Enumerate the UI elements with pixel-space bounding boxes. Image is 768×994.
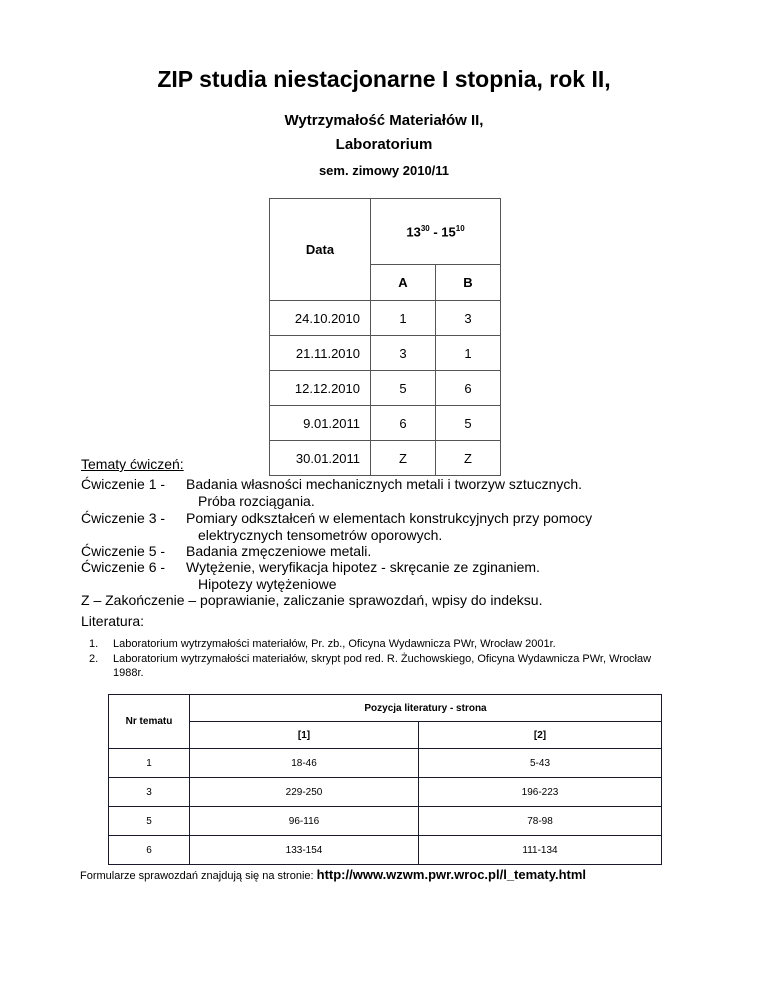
final-note: Z – Zakończenie – poprawianie, zaliczanie sprawozdań, wpisy do indeksu. — [81, 592, 543, 608]
col-topic-header: Nr tematu — [109, 695, 190, 749]
literature-heading: Literatura: — [81, 613, 145, 629]
exercise-1-label: Ćwiczenie 1 - — [81, 476, 166, 492]
semester-label: sem. zimowy 2010/11 — [318, 163, 450, 178]
reference-item: 2. Laboratorium wytrzymałości materiałów, skrypt pod red. R. Żuchowskiego, Oficyna Wydawnicza PWr, Wrocław 1988r. — [89, 653, 652, 679]
forms-url-link[interactable]: http://www.wzwm.pwr.wroc.pl/l_tematy.html — [316, 867, 587, 882]
subject-title: Wytrzymałość Materiałów II, — [284, 112, 484, 129]
lab-title: Laboratorium — [335, 136, 433, 153]
table-row: 1 18-46 5-43 — [109, 749, 662, 778]
exercise-1-line2: Próba rozciągania. — [198, 493, 315, 509]
table-row: 30.01.2011 Z Z — [270, 441, 501, 476]
page-title: ZIP studia niestacjonarne I stopnia, rok II, — [157, 66, 611, 92]
exercise-3-label: Ćwiczenie 3 - — [81, 510, 166, 526]
exercise-6-label: Ćwiczenie 6 - — [81, 559, 166, 575]
table-row: 3 229-250 196-223 — [109, 778, 662, 807]
exercise-6-line1: Wytężenie, weryfikacja hipotez - skręcanie ze zginaniem. — [186, 559, 540, 575]
reference-item: 1. Laboratorium wytrzymałości materiałów, Pr. zb., Oficyna Wydawnicza PWr, Wrocław 2001r. — [89, 638, 556, 650]
exercise-1-line1: Badania własności mechanicznych metali i tworzyw sztucznych. — [186, 476, 583, 492]
table-row: 5 96-116 78-98 — [109, 807, 662, 836]
group-a-header: A — [371, 265, 436, 301]
table-row: 21.11.2010 3 1 — [270, 336, 501, 371]
col1-header: [1] — [190, 722, 419, 749]
forms-text: Formularze sprawozdań znajdują się na stronie: — [80, 870, 317, 882]
exercise-5-line1: Badania zmęczeniowe metali. — [186, 543, 372, 559]
table-row: 6 133-154 111-134 — [109, 836, 662, 865]
date-header: Data — [270, 199, 371, 301]
exercise-6-line2: Hipotezy wytężeniowe — [198, 576, 337, 592]
exercise-3-line1: Pomiary odkształceń w elementach konstrukcyjnych przy pomocy — [186, 510, 593, 526]
exercise-3-line2: elektrycznych tensometrów oporowych. — [198, 527, 443, 543]
col2-header: [2] — [419, 722, 662, 749]
col-group-header: Pozycja literatury - strona — [190, 695, 662, 722]
table-row: 9.01.2011 6 5 — [270, 406, 501, 441]
topics-heading: Tematy ćwiczeń: — [81, 456, 184, 472]
time-header: $13^{30} - 15^{10}$ — [371, 199, 501, 265]
table-row: 24.10.2010 1 3 — [270, 301, 501, 336]
literature-table — [108, 694, 662, 865]
schedule-table — [269, 198, 501, 476]
group-b-header: B — [436, 265, 501, 301]
exercise-5-label: Ćwiczenie 5 - — [81, 543, 166, 559]
table-row: 12.12.2010 5 6 — [270, 371, 501, 406]
forms-note — [80, 867, 586, 882]
